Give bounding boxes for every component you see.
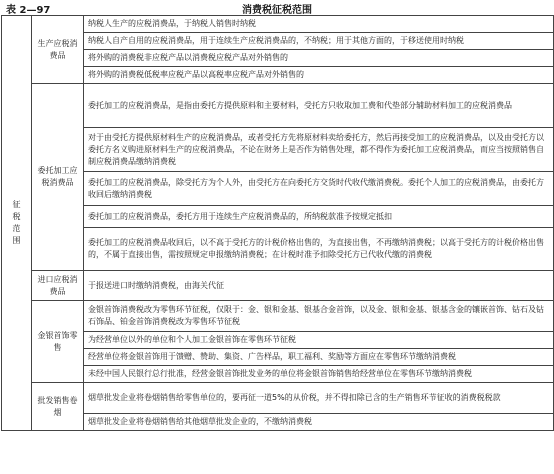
table-row	[2, 349, 554, 366]
category-production: 生产应税消费品	[32, 16, 84, 84]
category-import: 进口应税消费品	[32, 271, 84, 301]
table-row	[2, 332, 554, 349]
table-row	[2, 383, 554, 414]
table-cell: 金银首饰消费税改为零售环节征税，仅限于：金、银和金基、银基合金首饰，以及金、银和金基、银基含金的镶嵌首饰、钻石及钻石饰品、铂金首饰消费税改为零售环节征税	[84, 301, 554, 332]
table-number: 表 2—97	[6, 5, 51, 16]
table-cell: 将外购的消费税低税率应税产品以高税率应税产品对外销售的	[84, 67, 554, 84]
table-row	[2, 172, 554, 206]
table-row	[2, 206, 554, 228]
table-row	[2, 271, 554, 301]
table-row	[2, 50, 554, 67]
table-cell: 委托加工的应税消费品收回后，以不高于受托方的计税价格出售的，为直接出售，不再缴纳消费税；以高于受托方的计税价格出售的，不属于直接出售，需按照规定申报缴纳消费税；在计税时准予扣除受托方已代收代缴的消费税	[84, 228, 554, 271]
table-cell: 将外购的消费税非应税产品以消费税应税产品对外销售的	[84, 50, 554, 67]
table-cell: 纳税人生产的应税消费品，于纳税人销售时纳税	[84, 16, 554, 33]
table-row	[2, 366, 554, 383]
table-row	[2, 84, 554, 128]
table-cell: 烟草批发企业将卷烟销售给其他烟草批发企业的，不缴纳消费税	[84, 414, 554, 431]
table-cell: 未经中国人民银行总行批准，经营金银首饰批发业务的单位将金银首饰销售给经营单位在零售环节缴纳消费税	[84, 366, 554, 383]
table-title: 消费税征税范围	[242, 5, 312, 16]
table-row	[2, 301, 554, 332]
category-jewelry: 金银首饰零售	[32, 301, 84, 383]
table-row	[2, 16, 554, 33]
table-cell: 烟草批发企业将卷烟销售给零售单位的，要再征一道5%的从价税，并不得扣除已含的生产销售环节征收的消费税税款	[84, 383, 554, 414]
table-cell: 委托加工的应税消费品，除受托方为个人外，由受托方在向委托方交货时代收代缴消费税。委托个人加工的应税消费品，由委托方收回后缴纳消费税	[84, 172, 554, 206]
table-row	[2, 33, 554, 50]
category-commissioned: 委托加工应税消费品	[32, 84, 84, 271]
table-cell: 委托加工的应税消费品，委托方用于连续生产应税消费品的，所纳税款准予按规定抵扣	[84, 206, 554, 228]
table-cell: 为经营单位以外的单位和个人加工金银首饰在零售环节征税	[84, 332, 554, 349]
tax-scope-table	[1, 15, 554, 431]
table-cell: 于报送进口时缴纳消费税，由海关代征	[84, 271, 554, 301]
table-header	[0, 0, 554, 14]
category-cigarette-wholesale: 批发销售卷烟	[32, 383, 84, 431]
table-row	[2, 67, 554, 84]
table-row	[2, 128, 554, 172]
table-row	[2, 228, 554, 271]
table-cell: 委托加工的应税消费品，是指由委托方提供原料和主要材料，受托方只收取加工费和代垫部分辅助材料加工的应税消费品	[84, 84, 554, 128]
scope-label: 征 税 范 围	[2, 16, 32, 431]
table-cell: 经营单位将金银首饰用于馈赠、赞助、集资、广告样品，职工福利、奖励等方面应在零售环节缴纳消费税	[84, 349, 554, 366]
table-cell: 纳税人自产自用的应税消费品，用于连续生产应税消费品的，不纳税；用于其他方面的，于移送使用时纳税	[84, 33, 554, 50]
table-cell: 对于由受托方提供原材料生产的应税消费品，或者受托方先将原材料卖给委托方，然后再接受加工的应税消费品，以及由受托方以委托方名义购进原材料生产的应税消费品，不论在财务上是否作为销售处理，都不得作为委托加工应税消费品，而应当按照销售自制应税消费品缴纳消费税	[84, 128, 554, 172]
table-row	[2, 414, 554, 431]
